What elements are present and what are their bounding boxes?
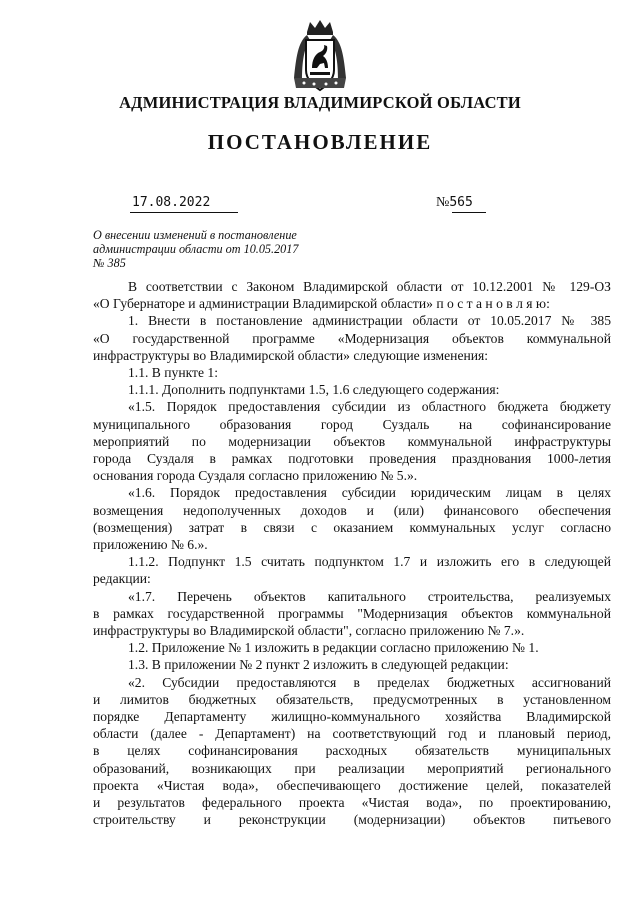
document-number — [436, 195, 473, 211]
body-line: «О Губернаторе и администрации Владимирской области» п о с т а н о в л я ю: — [93, 296, 550, 312]
body-line: образований, возникающих при реализации мероприятий регионального — [93, 760, 611, 776]
body-line: строительству и реконструкции (модернизации) объектов питьевого — [93, 812, 611, 828]
number-value: 565 — [449, 195, 473, 210]
document-body — [93, 278, 611, 829]
number-underline — [452, 212, 486, 213]
body-line: (возмещения) затрат в связи с оказанием коммунальных услуг согласно — [93, 519, 611, 535]
coat-of-arms-icon — [290, 18, 350, 96]
body-line: 1. Внести в постановление администрации области от 10.05.2017 № 385 — [128, 313, 611, 329]
body-line: города Суздаля в рамках подготовки проведения празднования 1000-летия — [93, 451, 611, 467]
body-line: приложению № 6.». — [93, 537, 208, 553]
document-subject — [93, 228, 323, 270]
body-line: 1.3. В приложении № 2 пункт 2 изложить в следующей редакции: — [128, 657, 509, 673]
body-line: 1.1.2. Подпункт 1.5 считать подпунктом 1.7 и изложить его в следующей — [128, 554, 611, 570]
body-line: «1.6. Порядок предоставления субсидии юридическим лицам в целях — [128, 485, 611, 501]
body-line: порядке Департаменту жилищно-коммунального хозяйства Владимирской — [93, 709, 611, 725]
body-line: возмещения недополученных доходов и (или) финансового обеспечения — [93, 502, 611, 518]
body-line: в целях софинансирования расходных обязательств муниципальных — [93, 743, 611, 759]
subject-line: № 385 — [93, 256, 126, 270]
body-line: «1.5. Порядок предоставления субсидии из областного бюджета бюджету — [128, 399, 611, 415]
subject-line: администрации области от 10.05.2017 — [93, 242, 299, 256]
body-line: 1.2. Приложение № 1 изложить в редакции согласно приложению № 1. — [128, 640, 539, 656]
document-title: ПОСТАНОВЛЕНИЕ — [207, 130, 433, 154]
body-line: проекта «Чистая вода», обеспечивающего достижение целей, показателей — [93, 777, 611, 793]
body-line: «О государственной программе «Модернизация объектов коммунальной — [93, 330, 611, 346]
body-line: мероприятий по модернизации объектов коммунальной инфраструктуры — [93, 433, 611, 449]
body-line: инфраструктуры во Владимирской области» следующие изменения: — [93, 347, 489, 363]
body-line: и лимитов бюджетных обязательств, предусмотренных в установленном — [93, 691, 611, 707]
body-line: 1.1. В пункте 1: — [128, 365, 218, 381]
body-line: 1.1.1. Дополнить подпунктами 1.5, 1.6 следующего содержания: — [128, 382, 500, 398]
body-line: и результатов федерального проекта «Чистая вода», по проектированию, — [93, 795, 611, 811]
body-line: В соответствии с Законом Владимирской области от 10.12.2001 № 129-ОЗ — [128, 279, 611, 294]
body-line: «2. Субсидии предоставляются в пределах бюджетных ассигнований — [128, 674, 611, 690]
date-underline — [130, 212, 238, 213]
body-line: муниципального образования город Суздаль на софинансирование — [93, 416, 611, 432]
body-line: области (далее - Департамент) на соответствующий год и плановый период, — [93, 726, 611, 742]
body-line: редакции: — [93, 571, 151, 587]
body-line: инфраструктуры во Владимирской области", согласно приложению № 7.». — [93, 623, 525, 639]
body-line: в рамках государственной программы "Модернизация объектов коммунальной — [93, 605, 611, 621]
number-sign: № — [436, 195, 450, 210]
organization-name: АДМИНИСТРАЦИЯ ВЛАДИМИРСКОЙ ОБЛАСТИ — [119, 93, 521, 112]
subject-line: О внесении изменений в постановление — [93, 228, 297, 242]
document-date: 17.08.2022 — [132, 195, 211, 210]
body-line: «1.7. Перечень объектов капитального строительства, реализуемых — [128, 588, 611, 604]
body-line: основания города Суздаля согласно приложению № 5.». — [93, 468, 418, 484]
